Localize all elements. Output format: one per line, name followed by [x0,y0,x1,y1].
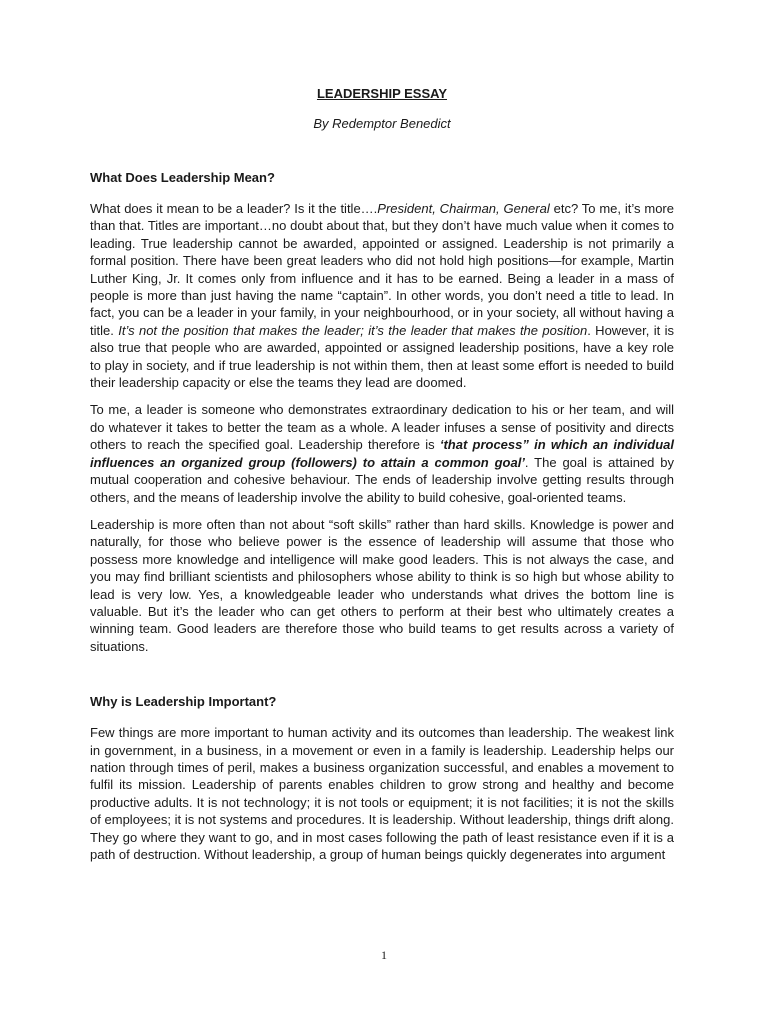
section-why-is-leadership-important [90,694,674,863]
text-run: What does it mean to be a leader? Is it the title…. [90,201,378,216]
bold-italic-text-run: ‘that process” in which an individual influences an organized group (followers) to attain a common goal’ [90,437,674,470]
section-heading: What Does Leadership Mean? [90,170,275,185]
paragraph [90,516,674,655]
section-heading: Why is Leadership Important? [90,694,277,710]
italic-text-run: President, Chairman, General [377,201,550,216]
paragraph [90,724,674,863]
italic-text-run: It’s not the position that makes the leader; it’s the leader that makes the position [118,322,588,338]
paragraph [90,200,674,391]
section-what-does-leadership-mean [90,170,674,655]
text-run: etc? To me, it’s more than that. Titles are important…no doubt about that, but they don’t have much value when it comes to leading. True leadership cannot be awarded, appointed or assigned. Leadership is not primarily a formal position. There have been great leaders who did not hold high positions—for example, Martin Luther King, Jr. It comes only from influence and it has to be earned. Being a leader in a mass of people is more than just having the name “captain”. In other words, you don’t need a title to lead. In fact, you can be a leader in your family, in your neighbourhood, or in your society, all without having a title. [90,201,674,338]
text-run: . However, it is also true that people who are awarded, appointed or assigned leadership positions, have a key role to play in society, and if true leadership is not within them, then at least some effort is needed to build their leadership capacity or else the teams they lead are doomed. [90,322,674,391]
paragraph [90,401,674,505]
document-byline: By Redemptor Benedict [313,116,451,131]
page-number: 1 [381,948,387,962]
document-body [90,86,674,863]
text-run: Leadership is more often than not about “soft skills” rather than hard skills. Knowledge is power and naturally, for those who believe power is the essence of leadership will assume that those who possess more knowledge and intelligence will make good leaders. This is not always the case, and you may find brilliant scientists and philosophers whose ability to think is so high but whose ability to lead is very low. Yes, a knowledgeable leader who understands what drives the bottom line is valuable. But it’s the leader who can get others to perform at their best who ultimately creates a winning team. Good leaders are therefore those who build teams to get results across a variety of situations. [90,516,674,654]
text-run: . The goal is attained by mutual cooperation and cohesive behaviour. The ends of leadership involve getting results through others, and the means of leadership involve the ability to build cohesive, goal-oriented teams. [90,454,675,505]
text-run: To me, a leader is someone who demonstrates extraordinary dedication to his or her team, and will do whatever it takes to better the team as a whole. A leader infuses a sense of positivity and directs others to reach the specified goal. Leadership therefore is [90,402,674,453]
text-run: Few things are more important to human activity and its outcomes than leadership. The weakest link in government, in a business, in a movement or even in a family is leadership. Leadership helps our nation through times of peril, makes a business organization successful, and enables a movement to fulfil its mission. Leadership of parents enables children to grow strong and healthy and become productive adults. It is not technology; it is not tools or equipment; it is not facilities; it is not the skills of employees; it is not systems and procedures. It is leadership. Without leadership, things drift along. They go where they want to go, and in most cases following the path of least resistance even if it is a path of destruction. Without leadership, a group of human beings quickly degenerates into argument [90,725,674,862]
document-title: LEADERSHIP ESSAY [316,86,448,101]
